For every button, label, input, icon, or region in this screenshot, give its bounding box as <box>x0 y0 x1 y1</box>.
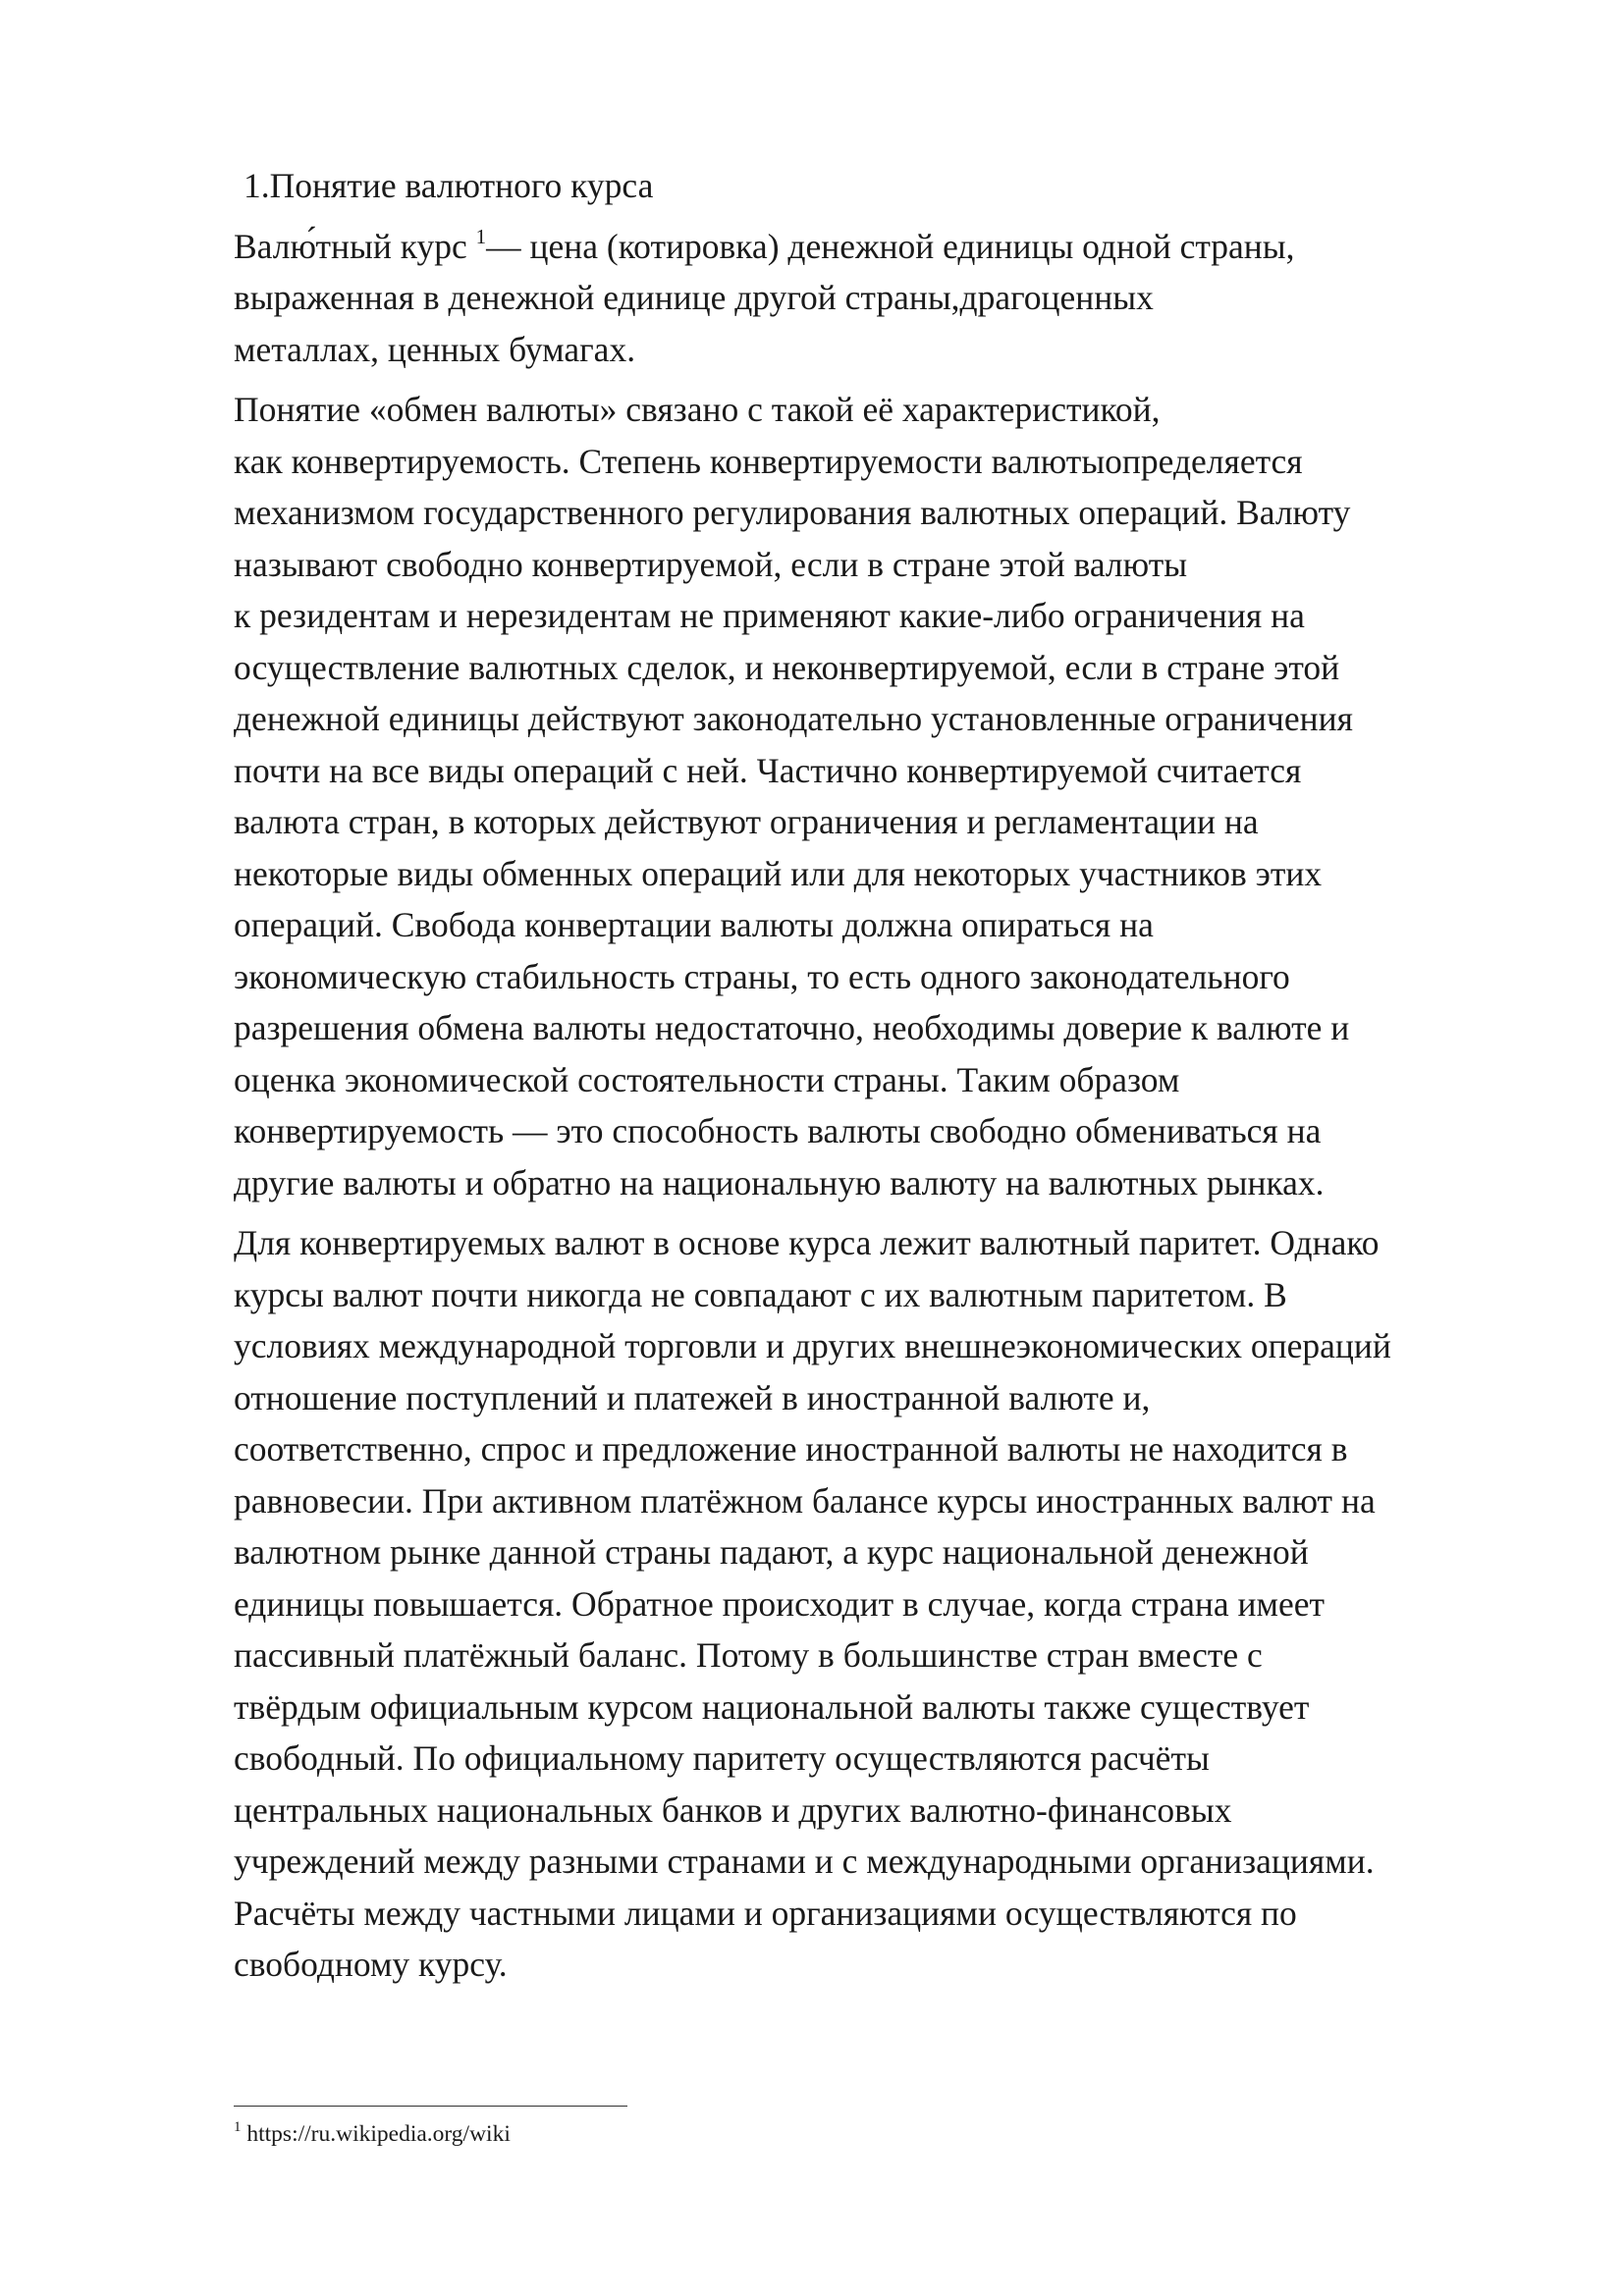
parity-paragraph <box>234 1217 1535 1991</box>
convertibility-paragraph-line: как конвертируемость. Степень конвертируемости валютыопределяется <box>234 441 1303 481</box>
parity-paragraph-line: отношение поступлений и платежей в иностранной валюте и, <box>234 1377 1151 1417</box>
footnote-reference[interactable]: 1 <box>475 224 487 248</box>
parity-paragraph-line: центральных национальных банков и других валютно-финансовых <box>234 1789 1232 1830</box>
convertibility-paragraph-line: валюта стран, в которых действуют ограничения и регламентации на <box>234 802 1259 841</box>
footnote <box>234 2120 511 2148</box>
parity-paragraph-line: курсы валют почти никогда не совпадают с их валютным паритетом. В <box>234 1274 1287 1314</box>
parity-paragraph-line: валютном рынке данной страны падают, а курс национальной денежной <box>234 1532 1309 1572</box>
convertibility-paragraph-line: называют свободно конвертируемой, если в стране этой валюты <box>234 544 1188 584</box>
convertibility-paragraph-line: Понятие «обмен валюты» связано с такой её характеристикой, <box>234 390 1161 429</box>
definition-paragraph <box>234 221 1535 376</box>
parity-paragraph-line: Для конвертируемых валют в основе курса лежит валютный паритет. Однако <box>234 1223 1380 1262</box>
footnote-separator <box>234 2106 627 2107</box>
convertibility-paragraph-line: разрешения обмена валюты недостаточно, необходимы доверие к валюте и <box>234 1008 1350 1047</box>
definition-text: — цена (котировка) денежной единицы одной страны, <box>486 226 1295 266</box>
parity-paragraph-line: Расчёты между частными лицами и организациями осуществляются по <box>234 1893 1297 1933</box>
convertibility-paragraph-line: операций. Свобода конвертации валюты должна опираться на <box>234 905 1154 944</box>
convertibility-paragraph-line: денежной единицы действуют законодательно установленные ограничения <box>234 699 1353 738</box>
parity-paragraph-line: пассивный платёжный баланс. Потому в большинстве стран вместе с <box>234 1635 1263 1675</box>
section-heading: 1.Понятие валютного курса <box>244 166 654 205</box>
parity-paragraph-line: равновесии. При активном платёжном балансе курсы иностранных валют на <box>234 1480 1376 1521</box>
parity-paragraph-line: свободному курсу. <box>234 1945 508 1984</box>
definition-line-3: металлах, ценных бумагах. <box>234 329 636 369</box>
definition-term: Валю́тный курс <box>234 226 467 266</box>
definition-line-1 <box>234 221 1535 273</box>
parity-paragraph-line: свободный. По официальному паритету осуществляются расчёты <box>234 1738 1210 1778</box>
parity-paragraph-line: учреждений между разными странами и с международными организациями. <box>234 1842 1375 1881</box>
definition-line-2: выраженная в денежной единице другой страны,драгоценных <box>234 278 1154 317</box>
parity-paragraph-line: твёрдым официальным курсом национальной валюты также существует <box>234 1686 1310 1727</box>
parity-paragraph-line: единицы повышается. Обратное происходит в случае, когда страна имеет <box>234 1583 1326 1624</box>
convertibility-paragraph-line: почти на все виды операций с ней. Частично конвертируемой считается <box>234 750 1302 790</box>
convertibility-paragraph-line: некоторые виды обменных операций или для некоторых участников этих <box>234 853 1323 893</box>
parity-paragraph-line: соответственно, спрос и предложение иностранной валюты не находится в <box>234 1429 1348 1468</box>
convertibility-paragraph-line: конвертируемость — это способность валюты свободно обмениваться на <box>234 1111 1322 1150</box>
footnote-marker: 1 <box>234 2119 242 2135</box>
convertibility-paragraph-line: экономическую стабильность страны, то есть одного законодательного <box>234 956 1290 996</box>
convertibility-paragraph-line: механизмом государственного регулирования валютных операций. Валюту <box>234 493 1351 532</box>
footnote-link[interactable]: https://ru.wikipedia.org/wiki <box>246 2121 511 2147</box>
convertibility-paragraph-line: к резидентам и нерезидентам не применяют какие-либо ограничения на <box>234 596 1305 635</box>
document-body <box>234 160 1535 2000</box>
convertibility-paragraph-line: другие валюты и обратно на национальную валюту на валютных рынках. <box>234 1162 1325 1202</box>
convertibility-paragraph <box>234 384 1535 1208</box>
convertibility-paragraph-line: осуществление валютных сделок, и неконвертируемой, если в стране этой <box>234 647 1340 687</box>
convertibility-paragraph-line: оценка экономической состоятельности страны. Таким образом <box>234 1059 1180 1099</box>
parity-paragraph-line: условиях международной торговли и других внешнеэкономических операций <box>234 1326 1391 1365</box>
